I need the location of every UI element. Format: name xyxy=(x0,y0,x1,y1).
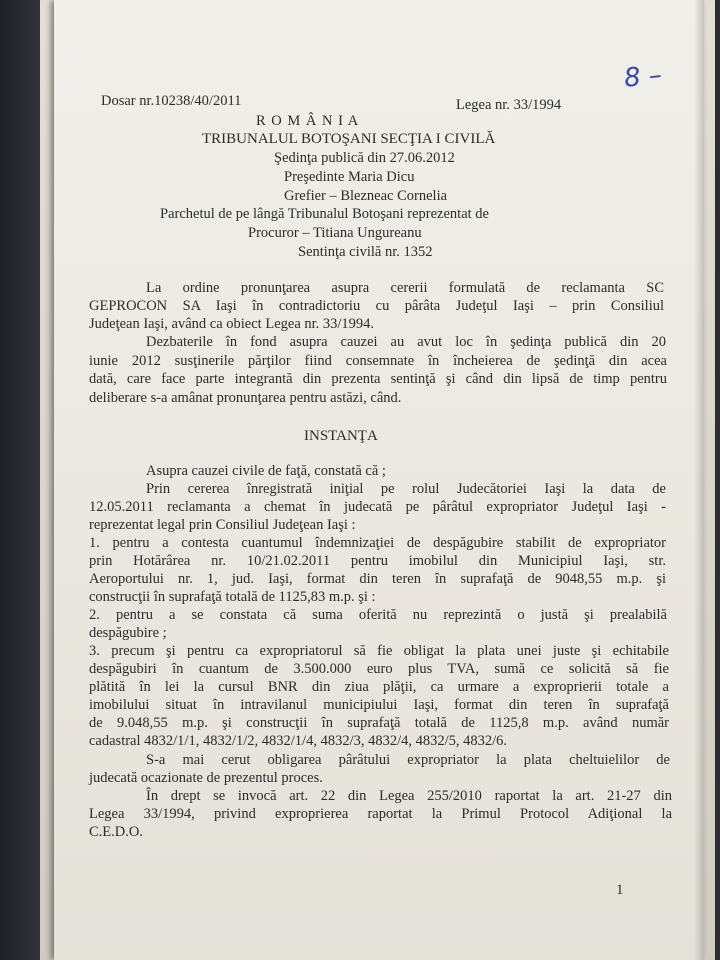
body-line: despăgubiri în cuantum de 3.500.000 euro plus TVA, sumă ce solicită să fie xyxy=(89,661,669,677)
body-line: 3. precum şi pentru ca expropriatorul să fie obligat la plata unei juste şi echitabile xyxy=(89,643,669,659)
page-shadow xyxy=(694,0,704,960)
intro-line: iunie 2012 susţinerile părţilor fiind consemnate în încheierea de şedinţă din acea xyxy=(89,353,667,369)
country-heading: R O M Â N I A xyxy=(256,113,360,129)
intro-line: GEPROCON SA Iaşi în contradictoriu cu pârâta Judeţul Iaşi – prin Consiliul xyxy=(89,298,664,314)
court-heading: TRIBUNALUL BOTOŞANI SECŢIA I CIVILĂ xyxy=(202,131,496,147)
case-number: Dosar nr.10238/40/2011 xyxy=(101,93,242,109)
body-line: Legea 33/1994, privind exproprierea raportat la Primul Protocol Adiţional la xyxy=(89,806,672,822)
intro-line: La ordine pronunţarea asupra cererii formulată de reclamanta SC xyxy=(146,280,664,296)
body-line: cadastral 4832/1/1, 4832/1/2, 4832/1/4, 4832/3, 4832/4, 4832/5, 4832/6. xyxy=(89,733,508,749)
body-line: C.E.D.O. xyxy=(89,824,143,840)
document-page xyxy=(54,0,704,960)
body-line: S-a mai cerut obligarea pârâtului expropriator la plata cheltuielilor de xyxy=(146,752,670,768)
body-line: plătită în lei la cursul BNR din ziua plăţii, ca urmare a exproprierii totale a xyxy=(89,679,669,695)
prosecutor-line: Procuror – Titiana Ungureanu xyxy=(248,225,422,241)
intro-line: dată, care face parte integrantă din prezenta sentinţă şi când din lipsă de timp pentru xyxy=(89,371,667,387)
sentence-number: Sentinţa civilă nr. 1352 xyxy=(298,244,433,260)
intro-line: deliberare s-a amânat pronunţarea pentru astăzi, când. xyxy=(89,390,402,406)
handwritten-mark: 8 – xyxy=(622,60,664,94)
intro-line: Dezbaterile în fond asupra cauzei au avut loc în şedinţa publică din 20 xyxy=(146,334,666,350)
body-line: de 9.048,55 m.p. şi construcţii în suprafaţă totală de 1125,8 m.p. având număr xyxy=(89,715,669,731)
section-title: INSTANŢA xyxy=(304,428,378,444)
body-line: Asupra cauzei civile de faţă, constată că ; xyxy=(146,463,386,479)
body-line: Aeroportului nr. 1, jud. Iaşi, format din teren în suprafaţă de 9048,55 m.p. şi xyxy=(89,571,666,587)
body-line: judecată ocazionate de prezentul proces. xyxy=(89,770,323,786)
body-line: Prin cererea înregistrată iniţial pe rolul Judecătoriei Iaşi la data de xyxy=(146,481,666,497)
body-line: reprezentat legal prin Consiliul Judeţean Iaşi : xyxy=(89,517,356,533)
law-reference: Legea nr. 33/1994 xyxy=(456,97,562,113)
president-line: Preşedinte Maria Dicu xyxy=(284,169,415,185)
session-line: Şedinţa publică din 27.06.2012 xyxy=(274,150,455,166)
prosecution-line: Parchetul de pe lângă Tribunalul Botoşani reprezentat de xyxy=(160,206,489,222)
body-line: prin Hotărârea nr. 10/21.02.2011 pentru imobilul din Municipiul Iaşi, str. xyxy=(89,553,666,569)
body-line: 1. pentru a contesta cuantumul îndemnizaţiei de despăgubire stabilit de expropriator xyxy=(89,535,666,551)
page-number: 1 xyxy=(616,882,624,898)
body-line: În drept se invocă art. 22 din Legea 255/2010 raportat la art. 21-27 din xyxy=(146,788,672,804)
body-line: 2. pentru a se constata că suma oferită nu reprezintă o justă şi prealabilă xyxy=(89,607,667,623)
body-line: despăgubire ; xyxy=(89,625,167,641)
body-line: construcţii în suprafaţă totală de 1125,83 m.p. şi : xyxy=(89,589,376,605)
body-line: imobilului situat în intravilanul municipiului Iaşi, format din teren în suprafaţă xyxy=(89,697,669,713)
body-line: 12.05.2011 reclamanta a chemat în judecată pe pârâtul expropriator Judeţul Iaşi - xyxy=(89,499,666,515)
clerk-line: Grefier – Blezneac Cornelia xyxy=(284,188,448,204)
intro-line: Judeţean Iaşi, având ca obiect Legea nr. 33/1994. xyxy=(89,316,375,332)
